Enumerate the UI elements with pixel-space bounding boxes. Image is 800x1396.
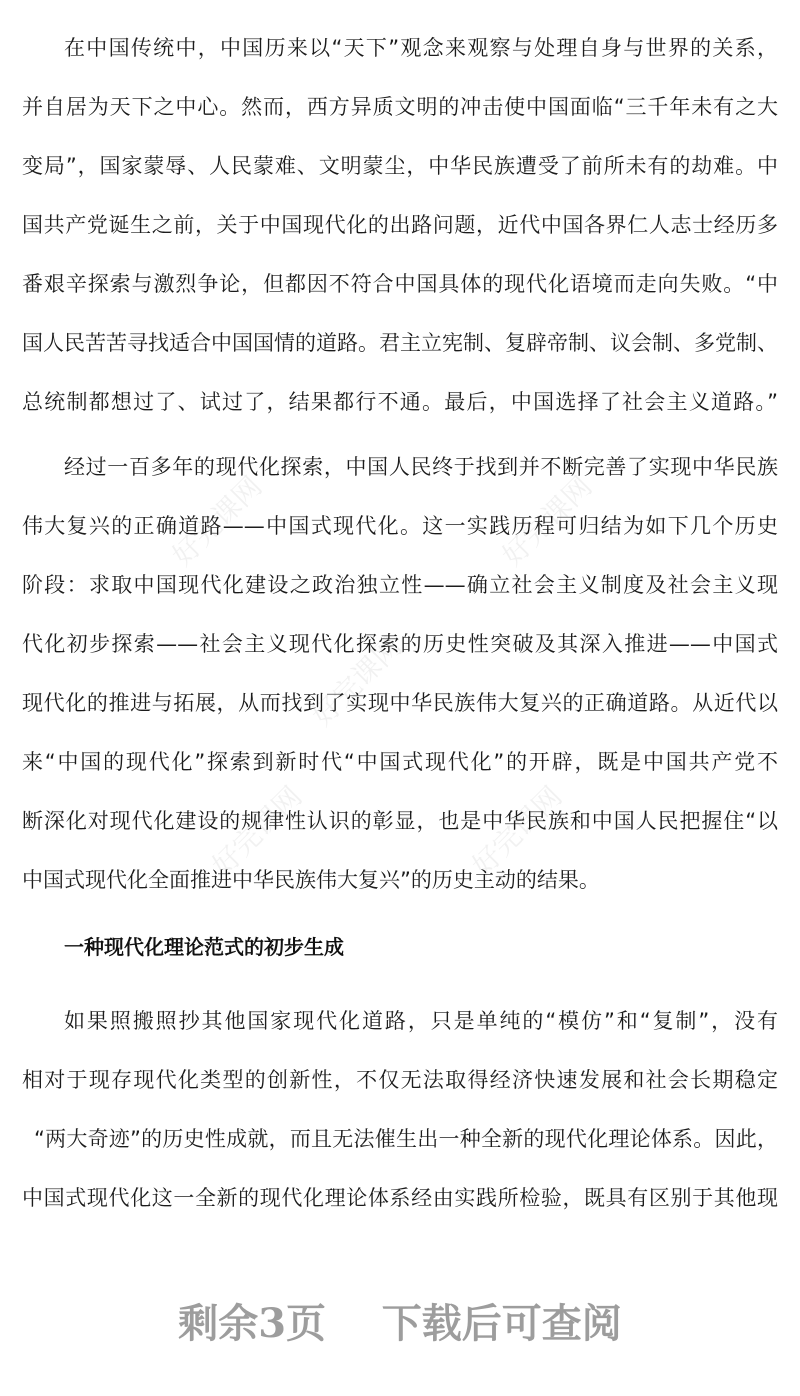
text-line: 相对于现存现代化类型的创新性，不仅无法取得经济快速发展和社会长期稳定: [22, 1068, 778, 1092]
text-line: 中国式现代化全面推进中华民族伟大复兴”的历史主动的结果。: [22, 868, 600, 892]
text-line: 中国式现代化这一全新的现代化理论体系经由实践所检验，既具有区别于其他现: [22, 1186, 778, 1210]
text-line: 在中国传统中，中国历来以“天下”观念来观察与处理自身与世界的关系，: [64, 36, 778, 60]
text-line: 代化初步探索——社会主义现代化探索的历史性突破及其深入推进——中国式: [22, 632, 778, 656]
text-line: 总统制都想过了、试过了，结果都行不通。最后，中国选择了社会主义道路。”: [22, 390, 778, 414]
text-line: 阶段：求取中国现代化建设之政治独立性——确立社会主义制度及社会主义现: [22, 573, 778, 597]
text-line: 变局”，国家蒙辱、人民蒙难、文明蒙尘，中华民族遭受了前所未有的劫难。中: [22, 154, 778, 178]
watermark: 好完课网: [205, 779, 309, 883]
text-line: 并自居为天下之中心。然而，西方异质文明的冲击使中国面临“三千年未有之大: [22, 95, 778, 119]
text-line: 国共产党诞生之前，关于中国现代化的出路问题，近代中国各界仁人志士经历多: [22, 213, 778, 237]
download-prompt-banner[interactable]: 剩余3页 下载后可查阅: [178, 1300, 622, 1347]
watermark: 好完课网: [495, 469, 599, 573]
watermark: 好完课网: [165, 469, 269, 573]
paragraph: [22, 38, 778, 413]
text-line: 如果照搬照抄其他国家现代化道路，只是单纯的“模仿”和“复制”，没有: [64, 1009, 778, 1033]
text-line: 现代化的推进与拓展，从而找到了实现中华民族伟大复兴的正确道路。从近代以: [22, 691, 778, 715]
text-line: 经过一百多年的现代化探索，中国人民终于找到并不断完善了实现中华民族: [64, 455, 778, 479]
watermark: 好完课网: [305, 629, 409, 733]
text-line: 伟大复兴的正确道路——中国式现代化。这一实践历程可归结为如下几个历史: [22, 514, 778, 538]
text-line: 断深化对现代化建设的规律性认识的彰显，也是中华民族和中国人民把握住“以: [22, 809, 778, 833]
text-line: “两大奇迹”的历史性成就，而且无法催生出一种全新的现代化理论体系。因此，: [34, 1127, 778, 1151]
text-line: 番艰辛探索与激烈争论，但都因不符合中国具体的现代化语境而走向失败。“中: [22, 272, 778, 296]
watermark: 好完课网: [465, 779, 569, 883]
paragraph: [22, 457, 778, 891]
text-line: 来“中国的现代化”探索到新时代“中国式现代化”的开辟，既是中国共产党不: [22, 750, 778, 774]
paragraph: [22, 1011, 778, 1209]
section-heading: 一种现代化理论范式的初步生成: [64, 935, 344, 959]
text-line: 国人民苦苦寻找适合中国国情的道路。君主立宪制、复辟帝制、议会制、多党制、: [22, 331, 778, 355]
